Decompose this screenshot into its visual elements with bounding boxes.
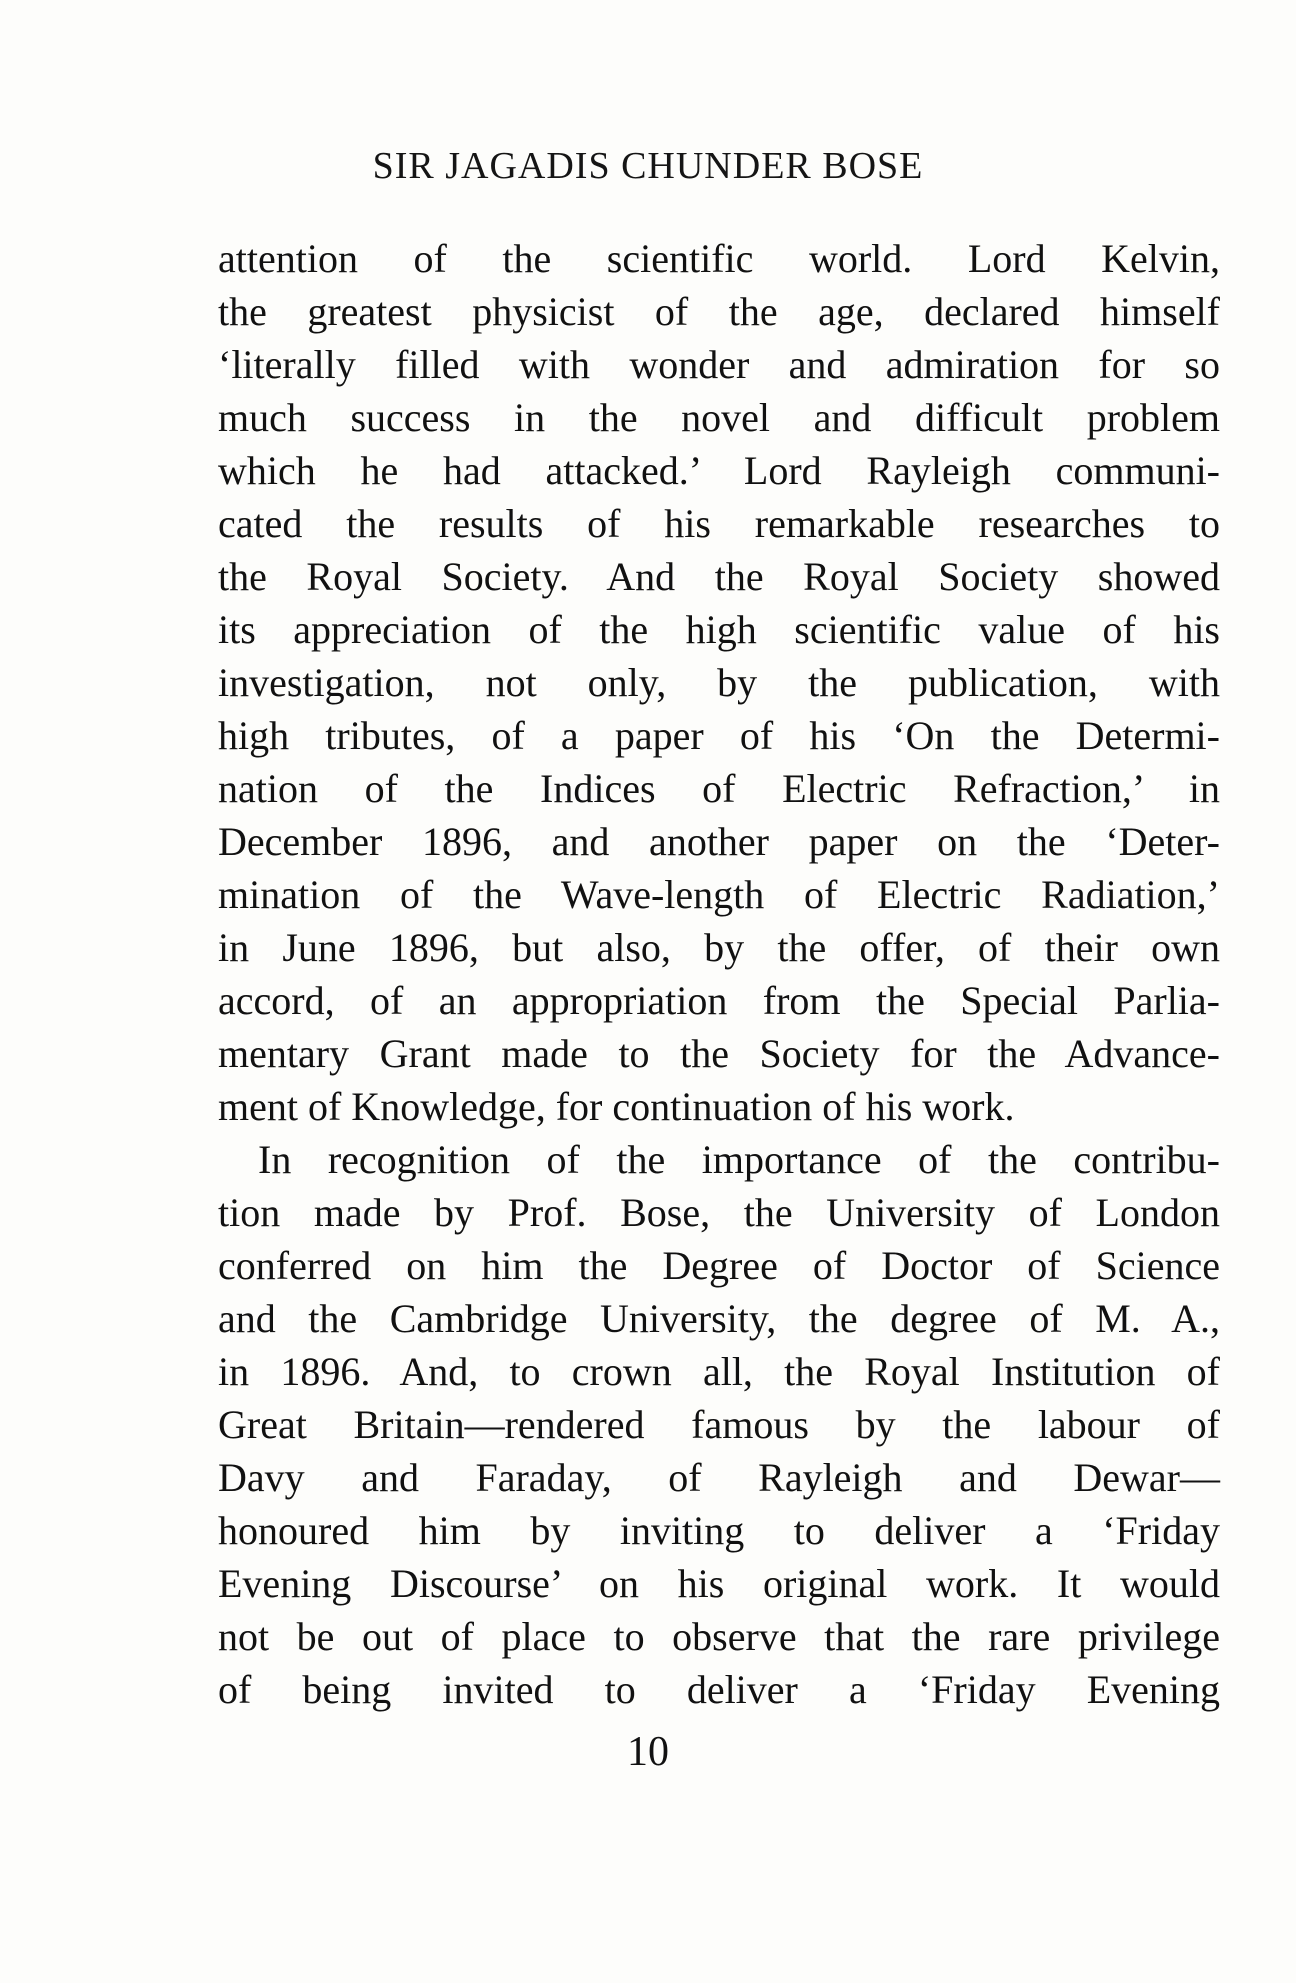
text-line: which he had attacked.’ Lord Rayleigh communi- bbox=[218, 448, 1220, 493]
text-line: in June 1896, but also, by the offer, of their own bbox=[218, 925, 1220, 970]
text-line: December 1896, and another paper on the ‘Deter- bbox=[218, 819, 1220, 864]
text-line: cated the results of his remarkable researches to bbox=[218, 501, 1220, 546]
text-line: not be out of place to observe that the rare privilege bbox=[218, 1614, 1220, 1659]
text-line: Davy and Faraday, of Rayleigh and Dewar— bbox=[218, 1455, 1220, 1500]
text-line: mentary Grant made to the Society for the Advance- bbox=[218, 1031, 1220, 1076]
text-line: Great Britain—rendered famous by the labour of bbox=[218, 1402, 1220, 1447]
text-line: mination of the Wave-length of Electric Radiation,’ bbox=[218, 872, 1220, 917]
text-line: conferred on him the Degree of Doctor of Science bbox=[218, 1243, 1220, 1288]
body-text bbox=[218, 232, 1220, 1716]
text-line: of being invited to deliver a ‘Friday Evening bbox=[218, 1667, 1220, 1712]
text-line: the greatest physicist of the age, declared himself bbox=[218, 289, 1220, 334]
text-line: and the Cambridge University, the degree of M. A., bbox=[218, 1296, 1220, 1341]
text-line: Evening Discourse’ on his original work. It would bbox=[218, 1561, 1220, 1606]
text-line: attention of the scientific world. Lord Kelvin, bbox=[218, 236, 1220, 281]
text-line: high tributes, of a paper of his ‘On the Determi- bbox=[218, 713, 1220, 758]
text-line: nation of the Indices of Electric Refraction,’ in bbox=[218, 766, 1220, 811]
running-head: SIR JAGADIS CHUNDER BOSE bbox=[372, 145, 924, 187]
text-line: the Royal Society. And the Royal Society showed bbox=[218, 554, 1220, 599]
text-line: tion made by Prof. Bose, the University of London bbox=[218, 1190, 1220, 1235]
text-line: in 1896. And, to crown all, the Royal Institution of bbox=[218, 1349, 1220, 1394]
text-line: accord, of an appropriation from the Special Parlia- bbox=[218, 978, 1220, 1023]
page-number: 10 bbox=[627, 1729, 669, 1775]
text-line: ‘literally filled with wonder and admiration for so bbox=[218, 342, 1220, 387]
text-line: investigation, not only, by the publication, with bbox=[218, 660, 1220, 705]
text-line: much success in the novel and difficult problem bbox=[218, 395, 1220, 440]
text-line: In recognition of the importance of the contribu- bbox=[258, 1137, 1220, 1182]
text-line: its appreciation of the high scientific value of his bbox=[218, 607, 1220, 652]
text-line: honoured him by inviting to deliver a ‘Friday bbox=[218, 1508, 1220, 1553]
text-line: ment of Knowledge, for continuation of his work. bbox=[218, 1084, 1015, 1129]
